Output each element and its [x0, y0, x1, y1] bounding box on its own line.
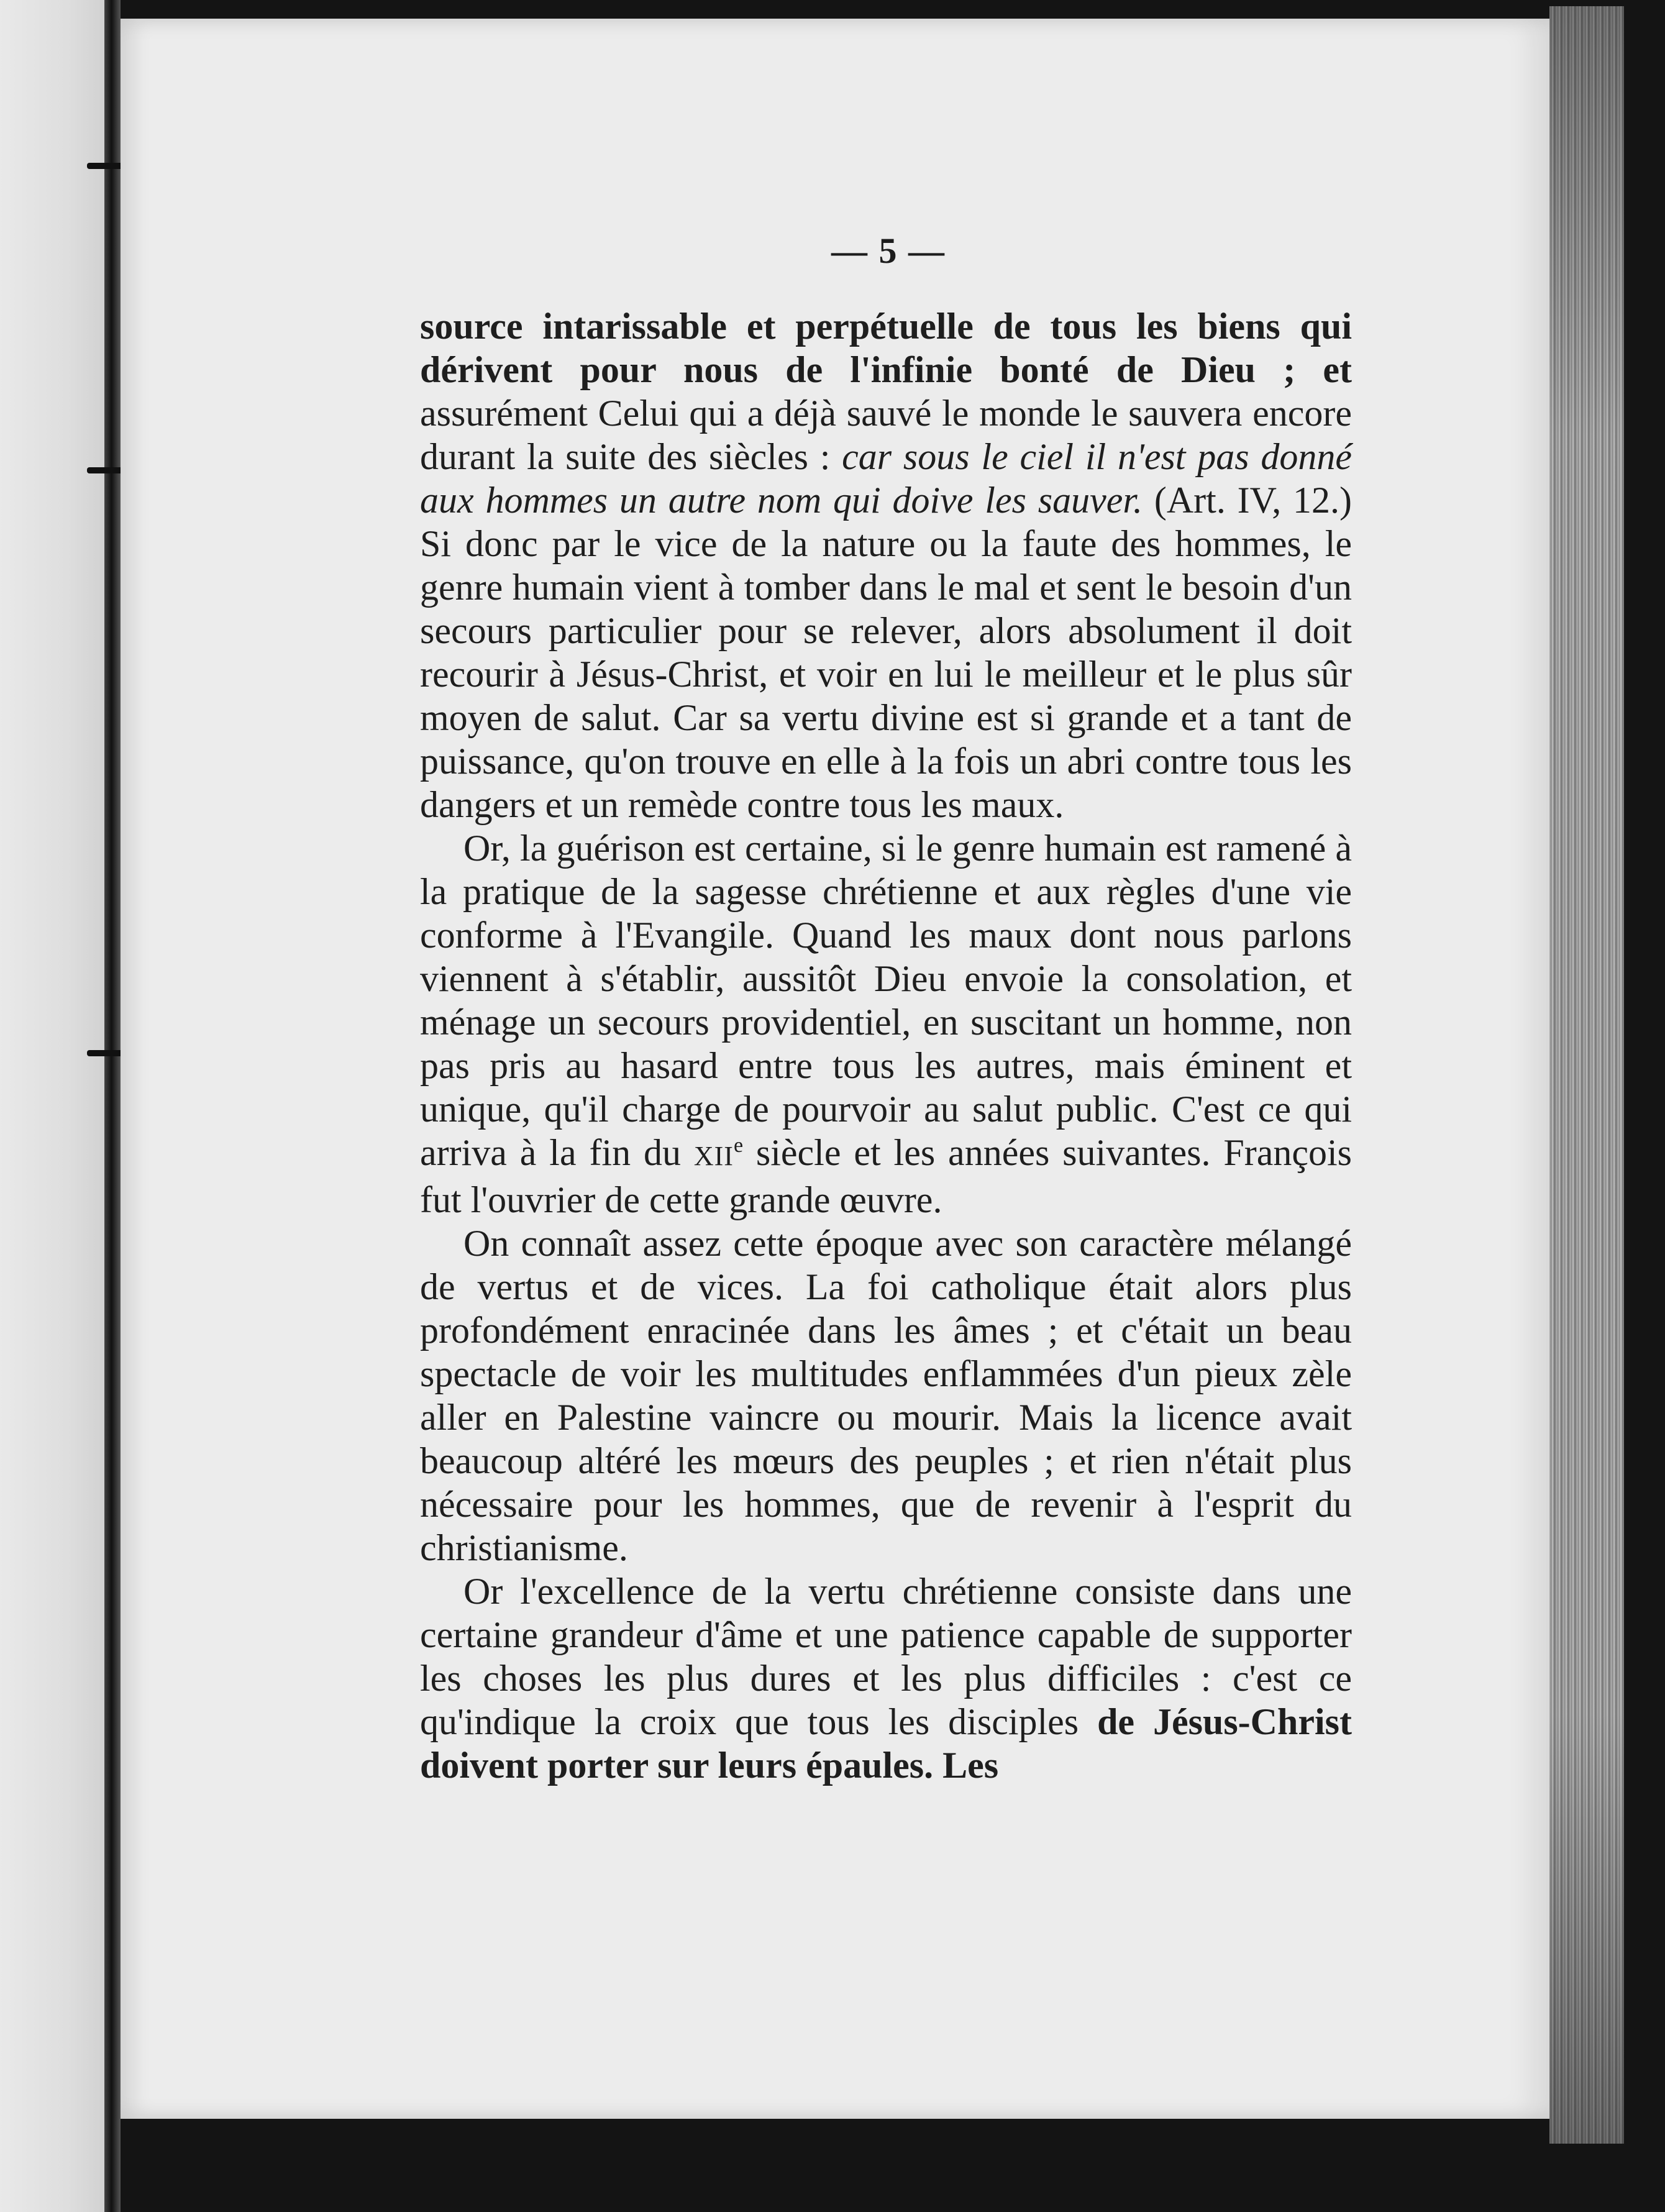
text-run: (Art. IV, 12.) Si donc par le vice de la nature ou la faute des hommes, le genre humain vient à tomber dans le mal et sent le besoin d'un secours particulier pour se relever, alors absolument il doit recourir à Jésus-Christ, et voir en lui le meilleur et le plus sûr moyen de salut. Car sa vertu divine est si grande et a tant de puissance, qu'on trouve en elle à la fois un abri contre tous les dangers et un remède contre tous les maux.: [420, 480, 1352, 825]
text-run: siècle et les années suivantes. François fut l'ouvrier de cette grande œuvre.: [420, 1132, 1352, 1220]
binding-stitch: [87, 163, 124, 169]
page-block-shadow: [1549, 6, 1624, 2144]
text-run: Or, la guérison est certaine, si le genre humain est ramené à la pratique de la sagesse chrétienne et aux règles d'une vie conforme à l'Evangile. Quand les maux dont nous parlons viennent à s'établir, aussitôt Dieu envoie la consolation, et ménage un secours providentiel, en suscitant un homme, non pas pris au hasard entre tous les autres, mais éminent et unique, qu'il charge de pourvoir au salut public. C'est ce qui arriva à la fin du: [420, 828, 1352, 1173]
text-run: assurément Celui qui a déjà sauvé le monde le sauvera encore durant la suite des siècles :: [420, 393, 1352, 477]
text-run: XII: [693, 1141, 734, 1171]
paragraph: [420, 1222, 1352, 1570]
text-run: car sous le ciel il n'est pas donné aux hommes un autre nom qui doive les sauver.: [420, 436, 1353, 521]
body-text: [420, 304, 1352, 1787]
paragraph: [420, 826, 1352, 1222]
text-run: e: [733, 1134, 744, 1157]
paragraph: [420, 1570, 1352, 1787]
page-number: — 5 —: [831, 231, 946, 271]
text-run: Or l'excellence de la vertu chrétienne consiste dans une certaine grandeur d'âme et une patience capable de supporter les choses les plus dures et les plus difficiles : c'est ce qu'indique la croix que tous les disciples: [420, 1571, 1352, 1742]
text-run: On connaît assez cette époque avec son caractère mélangé de vertus et de vices. La foi catholique était alors plus profondément enracinée dans les âmes ; et c'était un beau spectacle de voir les multitudes enflammées d'un pieux zèle aller en Palestine vaincre ou mourir. Mais la licence avait beaucoup altéré les mœurs des peuples ; et rien n'était plus nécessaire pour les hommes, que de revenir à l'esprit du christianisme.: [420, 1223, 1352, 1568]
text-run: source intarissable et perpétuelle de tous les biens qui dérivent pour nous de l'infinie bonté de Dieu ; et: [420, 306, 1352, 390]
binding-stitch: [87, 1050, 124, 1056]
book-spine: [104, 0, 121, 2212]
facing-page-edge: [0, 0, 112, 2212]
text-run: de Jésus-Christ doivent porter sur leurs épaules. Les: [420, 1701, 1352, 1786]
paragraph: [420, 304, 1352, 826]
binding-stitch: [87, 467, 124, 473]
